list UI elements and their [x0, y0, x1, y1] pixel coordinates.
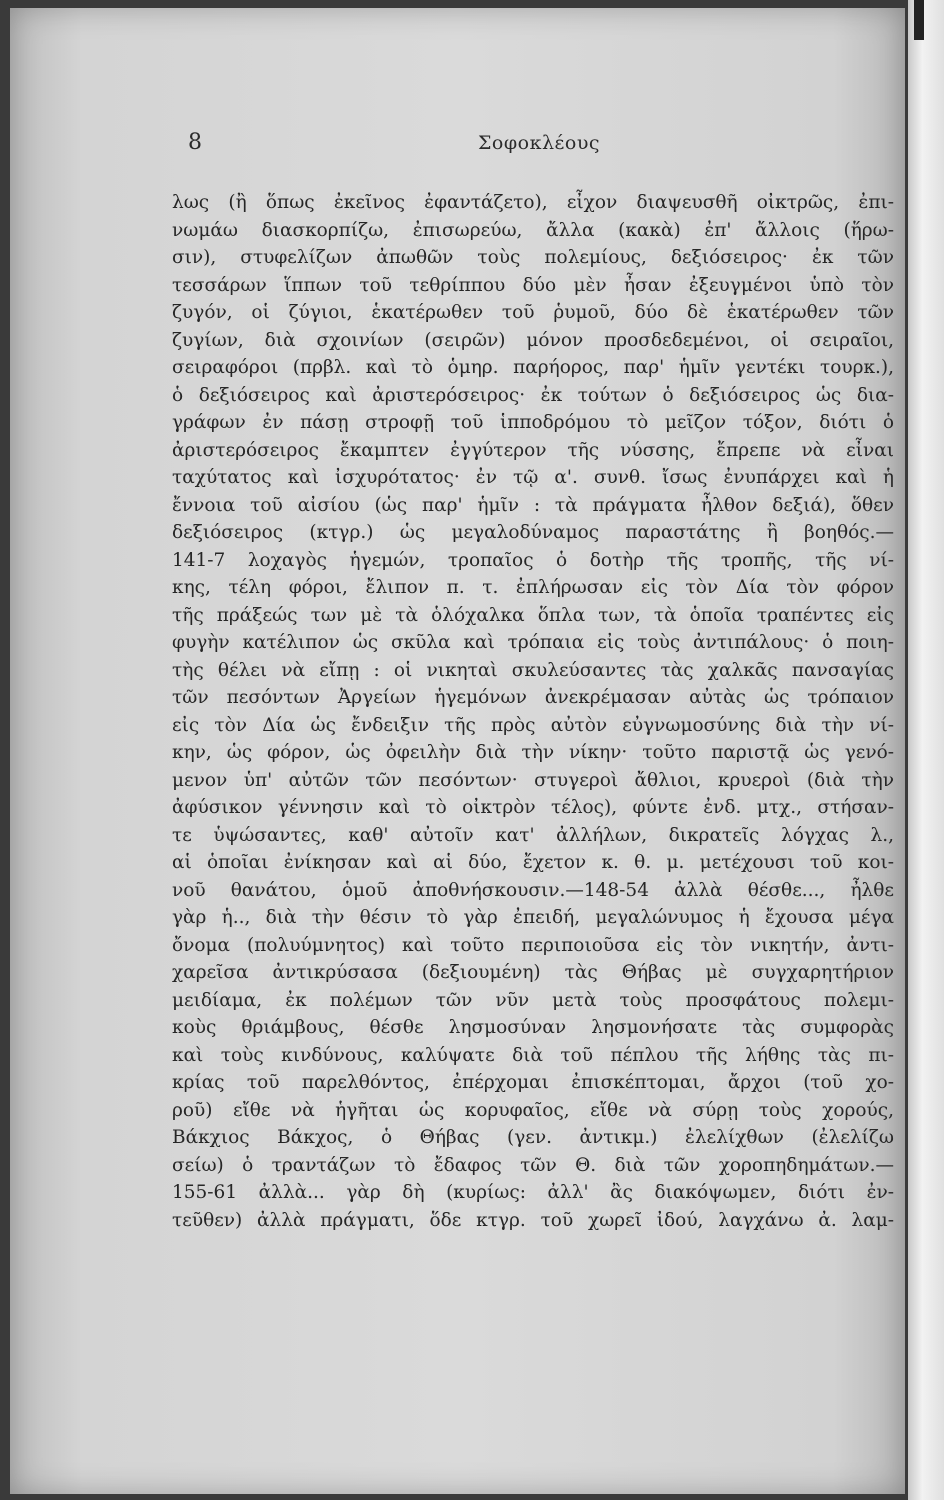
text-line: ζυγίων, διὰ σχοινίων (σειρῶν) μόνον προσδεδεμένοι, οἱ σειραῖοι,	[172, 329, 894, 351]
running-title: Σοφοκλέους	[478, 132, 601, 154]
text-line: Βάκχιος Βάκχος, ὁ Θήβας (γεν. ἀντικμ.) ἐλελίχθων (ἐλελίζω	[172, 1127, 894, 1148]
text-line: τεῦθεν) ἀλλὰ πράγματι, ὅδε κτγρ. τοῦ χωρεῖ ἰδού, λαγχάνω ἀ. λαμ-	[172, 1209, 894, 1231]
text-line: κρίας τοῦ παρελθόντος, ἐπέρχομαι ἐπισκέπτομαι, ἄρχοι (τοῦ χο-	[172, 1072, 894, 1093]
text-line: 141-7 λοχαγὸς ἡγεμών, τροπαῖος ὁ δοτὴρ τῆς τροπῆς, τῆς νί-	[172, 549, 894, 571]
text-line: τε ὑψώσαντες, καθ' αὐτοῖν κατ' ἀλλήλων, δικρατεῖς λόγχας λ.,	[172, 824, 894, 846]
text-line: μειδίαμα, ἐκ πολέμων τῶν νῦν μετὰ τοὺς προσφάτους πολεμι-	[172, 989, 894, 1011]
text-line: δεξιόσειρος (κτγρ.) ὡς μεγαλοδύναμος παραστάτης ἢ βοηθός.—	[172, 522, 894, 543]
text-line: ὁ δεξιόσειρος καὶ ἀριστερόσειρος· ἐκ τούτων ὁ δεξιόσειρος ὡς δια-	[172, 384, 894, 406]
text-line: εἰς τὸν Δία ὡς ἔνδειξιν τῆς πρὸς αὐτὸν εὐγνωμοσύνης διὰ τὴν νί-	[172, 714, 894, 736]
text-line: ὄνομα (πολυύμνητος) καὶ τοῦτο περιποιοῦσα εἰς τὸν νικητήν, ἀντι-	[172, 934, 894, 956]
text-line: τὴς θέλει νὰ εἴπῃ : οἱ νικηταὶ σκυλεύσαντες τὰς χαλκᾶς πανσαγίας	[172, 659, 894, 681]
page-edge	[908, 0, 944, 1500]
text-line: ἀριστερόσειρος ἔκαμπτεν ἐγγύτερον τῆς νύσσης, ἔπρεπε νὰ εἶναι	[172, 439, 894, 461]
text-line: γὰρ ἡ.., διὰ τὴν θέσιν τὸ γὰρ ἐπειδή, μεγαλώνυμος ἡ ἔχουσα μέγα	[172, 907, 894, 928]
text-line: νωμάω διασκορπίζω, ἐπισωρεύω, ἄλλα (κακὰ) ἐπ' ἄλλοις (ἥρω-	[172, 219, 894, 241]
text-line: γράφων ἐν πάσῃ στροφῇ τοῦ ἱπποδρόμου τὸ μεῖζον τόξον, διότι ὁ	[172, 412, 894, 433]
text-line: τεσσάρων ἵππων τοῦ τεθρίππου δύο μὲν ἦσαν ἐξευγμένοι ὑπὸ τὸν	[172, 274, 894, 296]
text-line: κης, τέλη φόροι, ἔλιπον π. τ. ἐπλήρωσαν εἰς τὸν Δία τὸν φόρον	[172, 577, 894, 598]
text-line: φυγὴν κατέλιπον ὡς σκῦλα καὶ τρόπαια εἰς τοὺς ἀντιπάλους· ὁ ποιη-	[172, 632, 894, 653]
text-line: σείω) ὁ τραντάζων τὸ ἔδαφος τῶν Θ. διὰ τῶν χοροπηδημάτων.—	[172, 1154, 894, 1176]
text-line: καὶ τοὺς κινδύνους, καλύψατε διὰ τοῦ πέπλου τῆς λήθης τὰς πι-	[172, 1044, 894, 1066]
text-line: ἔννοια τοῦ αἰσίου (ὡς παρ' ἡμῖν : τὰ πράγματα ἦλθον δεξιά), ὅθεν	[172, 494, 894, 516]
text-line: ζυγόν, οἱ ζύγιοι, ἑκατέρωθεν τοῦ ῥυμοῦ, δύο δὲ ἑκατέρωθεν τῶν	[172, 302, 894, 323]
text-line: τῶν πεσόντων Ἀργείων ἡγεμόνων ἀνεκρέμασαν αὐτὰς ὡς τρόπαιον	[172, 687, 894, 708]
text-line: κην, ὡς φόρον, ὡς ὀφειλὴν διὰ τὴν νίκην· τοῦτο παριστᾷ ὡς γενό-	[172, 742, 894, 763]
text-line: μενον ὑπ' αὐτῶν τῶν πεσόντων· στυγεροὶ ἄθλιοι, κρυεροὶ (διὰ τὴν	[172, 769, 894, 791]
scanner-mark	[914, 0, 924, 40]
text-line: νοῦ θανάτου, ὁμοῦ ἀποθνήσκουσιν.—148-54 ἀλλὰ θέσθε..., ἦλθε	[172, 879, 894, 901]
text-line: ἀφύσικον γέννησιν καὶ τὸ οἰκτρὸν τέλος), φύντε ἐνδ. μτχ., στήσαν-	[172, 797, 894, 818]
text-line: σιν), στυφελίζων ἀπωθῶν τοὺς πολεμίους, δεξιόσειρος· ἐκ τῶν	[172, 247, 894, 268]
body-text	[172, 189, 894, 1234]
text-line: 155-61 ἀλλὰ... γὰρ δὴ (κυρίως: ἀλλ' ἂς διακόψωμεν, διότι ἐν-	[172, 1182, 894, 1203]
text-line: κοὺς θριάμβους, θέσθε λησμοσύναν λησμονήσατε τὰς συμφορὰς	[172, 1017, 894, 1038]
text-line: αἱ ὁποῖαι ἐνίκησαν καὶ αἱ δύο, ἔχετον κ. θ. μ. μετέχουσι τοῦ κοι-	[172, 852, 894, 873]
text-line: χαρεῖσα ἀντικρύσασα (δεξιουμένη) τὰς Θήβας μὲ συγχαρητήριον	[172, 962, 894, 983]
text-line: σειραφόροι (πρβλ. καὶ τὸ ὁμηρ. παρήορος, παρ' ἡμῖν γεντέκι τουρκ.),	[172, 357, 894, 378]
page-header	[0, 130, 944, 160]
text-line: λως (ἢ ὅπως ἐκεῖνος ἐφαντάζετο), εἶχον διαψευσθῆ οἰκτρῶς, ἐπι-	[172, 192, 894, 213]
text-line: ροῦ) εἴθε νὰ ἡγῆται ὡς κορυφαῖος, εἴθε νὰ σύρῃ τοὺς χορούς,	[172, 1099, 894, 1121]
page-number: 8	[188, 130, 202, 155]
text-line: ταχύτατος καὶ ἰσχυρότατος· ἐν τῷ α'. συνθ. ἴσως ἐνυπάρχει καὶ ἡ	[172, 467, 894, 488]
text-line: τῆς πράξεώς των μὲ τὰ ὁλόχαλκα ὅπλα των, τὰ ὁποῖα τραπέντες εἰς	[172, 604, 894, 626]
